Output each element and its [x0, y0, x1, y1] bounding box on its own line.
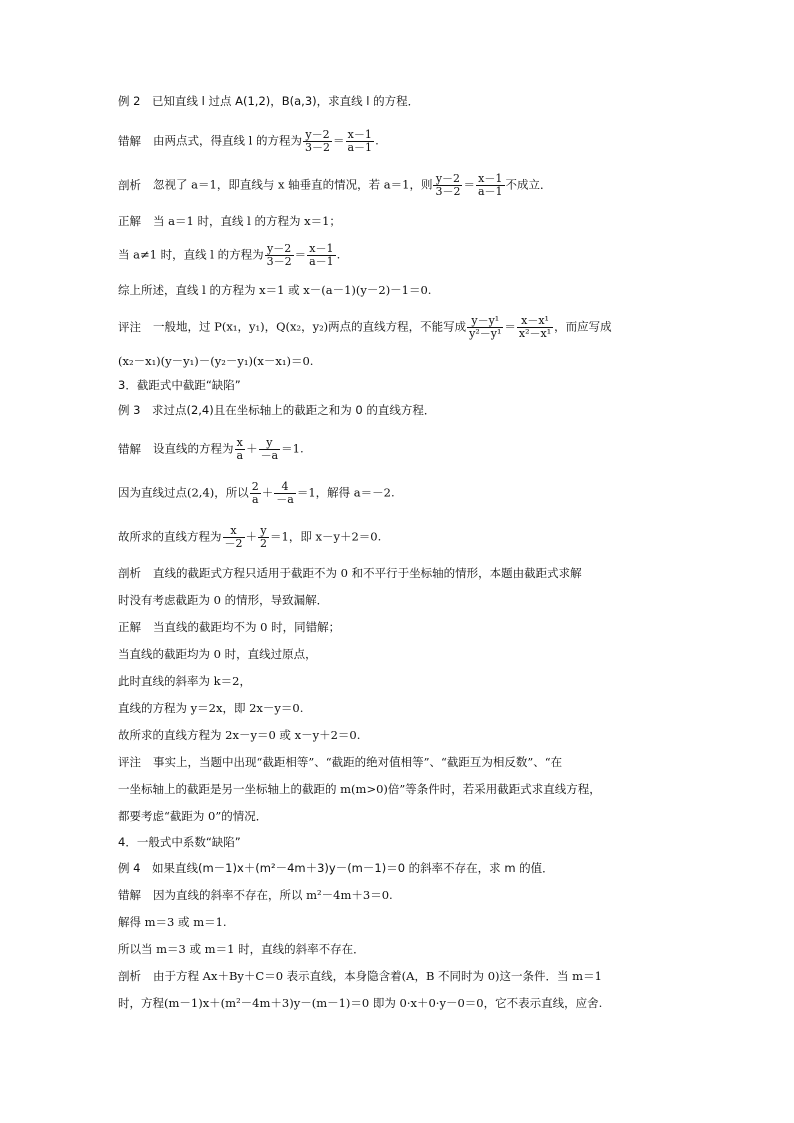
example-3-title: 例 3 求过点(2,4)且在坐标轴上的截距之和为 0 的直线方程． [118, 403, 436, 417]
text: 不成立． [505, 177, 552, 192]
ex3-correct-5: 故所求的直线方程为 2x－y＝0 或 x－y＋2＝0. [118, 728, 361, 742]
ex3-comment-3: 都要考虑“截距为 0”的情况． [118, 809, 268, 823]
ex3-correct-1 [118, 619, 340, 635]
numerator: x－x¹ [517, 315, 553, 328]
period: . [336, 247, 341, 262]
numerator: x－1 [346, 129, 375, 142]
ex3-wrong-3 [118, 525, 381, 550]
numerator: y [258, 525, 269, 538]
ex3-correct-4: 直线的方程为 y＝2x，即 2x－y＝0. [118, 701, 304, 715]
ex3-wrong-2 [118, 481, 395, 506]
fraction [307, 243, 336, 268]
numerator: 2 [251, 480, 259, 493]
text: ，而应写成 [554, 319, 612, 334]
ex2-analysis [118, 173, 552, 198]
numerator: x [235, 437, 246, 450]
section-3-heading: 3．截距式中截距“缺陷” [118, 378, 241, 392]
text: ＝1. [281, 441, 304, 456]
text: ＝1，即 x－y＋2＝0. [270, 529, 382, 544]
denominator: a－1 [309, 255, 334, 268]
fraction [258, 525, 269, 550]
fraction [467, 315, 503, 340]
text: 当 a≠1 时，直线 l 的方程为 [118, 247, 264, 262]
equals: ＝ [333, 133, 345, 148]
text: ＝1，解得 a＝－2. [296, 485, 395, 500]
analysis-tag: 剖析 [118, 177, 141, 192]
ex4-wrong-2: 解得 m＝3 或 m＝1. [118, 915, 227, 929]
denominator: －a [276, 493, 294, 506]
ex3-analysis-1 [118, 565, 582, 581]
equals: ＝ [463, 177, 475, 192]
denominator: a－1 [477, 185, 503, 198]
numerator: y [259, 437, 281, 450]
text: 由于方程 Ax＋By＋C＝0 表示直线，本身隐含着(A，B 不同时为 0)这一条件．当 m＝1 [153, 969, 602, 983]
fraction [250, 481, 261, 506]
text: 由两点式，得直线 l 的方程为 [153, 133, 302, 148]
fraction [303, 129, 332, 154]
text: 一般地，过 P(x₁，y₁)，Q(x₂，y₂)两点的直线方程，不能写成 [153, 319, 467, 334]
text: 当 a＝1 时，直线 l 的方程为 x＝1； [153, 214, 341, 228]
text: 事实上，当题中出现“截距相等”、“截距的绝对值相等”、“截距互为相反数”、“在 [153, 755, 563, 769]
ex2-wrong-solution [118, 129, 379, 154]
numerator: x－1 [307, 243, 336, 256]
ex2-correct-2 [118, 243, 340, 268]
numerator: y－y¹ [467, 315, 503, 328]
denominator: 3－2 [305, 141, 330, 154]
fraction [235, 437, 246, 462]
numerator: y－2 [433, 173, 462, 186]
fraction [346, 129, 375, 154]
denominator: x²－x¹ [518, 327, 552, 340]
ex4-wrong-1 [118, 887, 393, 903]
wrong-solution-tag: 错解 [118, 441, 141, 456]
wrong-solution-tag: 错解 [118, 888, 141, 902]
ex4-wrong-3: 所以当 m＝3 或 m＝1 时，直线的斜率不存在． [118, 942, 365, 956]
denominator: 2 [260, 537, 267, 550]
plus: ＋ [245, 529, 257, 544]
ex2-comment [118, 315, 612, 340]
fraction [433, 173, 462, 198]
equals: ＝ [504, 319, 516, 334]
equals: ＝ [294, 247, 307, 262]
analysis-tag: 剖析 [118, 969, 141, 983]
example-2-title: 例 2 已知直线 l 过点 A(1,2)，B(a,3)，求直线 l 的方程． [118, 94, 420, 108]
ex4-analysis-1 [118, 968, 602, 984]
ex2-comment-2: (x₂－x₁)(y－y₁)－(y₂－y₁)(x－x₁)＝0. [118, 354, 314, 368]
text: 因为直线的斜率不存在，所以 m²－4m＋3＝0. [153, 888, 393, 902]
wrong-solution-tag: 错解 [118, 133, 141, 148]
correct-solution-tag: 正解 [118, 620, 141, 634]
fraction [274, 481, 296, 506]
text: 当直线的截距均不为 0 时，同错解； [153, 620, 341, 634]
numerator: y－2 [265, 243, 294, 256]
ex3-wrong-1 [118, 437, 304, 462]
ex2-correct-1 [118, 213, 341, 229]
text: 设直线的方程为 [153, 441, 234, 456]
text: 因为直线过点(2,4)，所以 [118, 485, 249, 500]
denominator: a－1 [347, 141, 373, 154]
denominator: －2 [224, 537, 243, 550]
correct-solution-tag: 正解 [118, 214, 141, 228]
section-4-heading: 4．一般式中系数“缺陷” [118, 835, 241, 849]
numerator: 4 [274, 481, 296, 494]
text: 忽视了 a＝1，即直线与 x 轴垂直的情况，若 a＝1，则 [153, 177, 433, 192]
ex4-analysis-2: 时，方程(m－1)x＋(m²－4m＋3)y－(m－1)＝0 即为 0·x＋0·y－0＝0，它不表示直线，应舍. [118, 996, 603, 1010]
ex3-analysis-2: 时没有考虑截距为 0 的情形，导致漏解． [118, 593, 329, 607]
fraction [265, 243, 294, 268]
ex2-summary: 综上所述，直线 l 的方程为 x＝1 或 x－(a－1)(y－2)－1＝0. [118, 283, 432, 297]
denominator: －a [260, 449, 279, 462]
denominator: a [236, 449, 244, 462]
ex3-correct-2: 当直线的截距均为 0 时，直线过原点， [118, 647, 317, 661]
fraction [259, 437, 281, 462]
analysis-tag: 剖析 [118, 566, 141, 580]
fraction [517, 315, 553, 340]
ex3-comment-1 [118, 754, 562, 770]
period: . [375, 133, 379, 148]
plus: ＋ [261, 485, 274, 500]
denominator: 3－2 [266, 255, 292, 268]
comment-tag: 评注 [118, 755, 141, 769]
ex3-correct-3: 此时直线的斜率为 k＝2， [118, 674, 251, 688]
text: 直线的截距式方程只适用于截距不为 0 和不平行于坐标轴的情形，本题由截距式求解 [153, 566, 582, 580]
plus: ＋ [246, 441, 258, 456]
ex3-comment-2: 一坐标轴上的截距是另一坐标轴上的截距的 m(m>0)倍”等条件时，若采用截距式求直线方程， [118, 782, 601, 796]
denominator: 3－2 [435, 185, 461, 198]
example-4-title: 例 4 如果直线(m－1)x＋(m²－4m＋3)y－(m－1)＝0 的斜率不存在，求 m 的值． [118, 861, 554, 875]
text: 故所求的直线方程为 [118, 529, 222, 544]
numerator: x [223, 525, 245, 538]
comment-tag: 评注 [118, 319, 141, 334]
numerator: y－2 [303, 129, 332, 142]
fraction [476, 173, 505, 198]
denominator: y²－y¹ [469, 327, 502, 340]
numerator: x－1 [476, 173, 505, 186]
fraction [223, 525, 245, 550]
denominator: a [251, 493, 259, 506]
